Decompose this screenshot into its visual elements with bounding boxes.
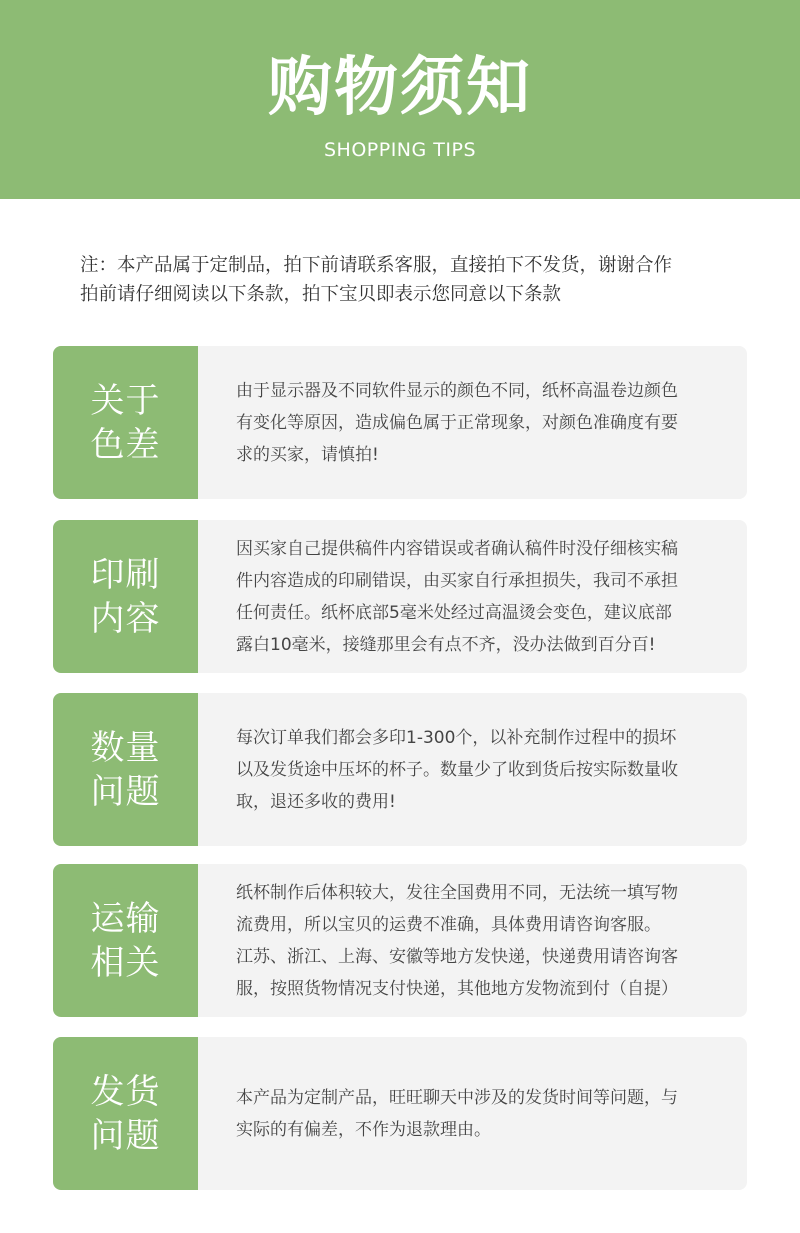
card-text-line: 服，按照货物情况支付快递，其他地方发物流到付（自提） (236, 978, 678, 999)
card-delivery (53, 1037, 747, 1190)
card-label (53, 693, 198, 846)
card-label (53, 346, 198, 499)
card-text (236, 346, 716, 499)
card-text-line: 江苏、浙江、上海、安徽等地方发快递，快递费用请咨询客 (236, 946, 678, 967)
card-label-line: 关于 (90, 380, 161, 421)
card-text (236, 520, 716, 673)
header-banner (0, 0, 800, 199)
card-text (236, 1037, 716, 1190)
card-text-line: 流费用，所以宝贝的运费不准确，具体费用请咨询客服。 (236, 914, 661, 935)
card-text-line: 每次订单我们都会多印1-300个，以补充制作过程中的损坏 (236, 727, 677, 748)
card-label-line: 问题 (90, 1115, 161, 1156)
card-text-line: 求的买家，请慎拍! (236, 444, 379, 465)
card-text-line: 件内容造成的印刷错误，由买家自行承担损失，我司不承担 (236, 570, 678, 591)
card-text-line: 露白10毫米，接缝那里会有点不齐，没办法做到百分百! (236, 634, 656, 655)
card-print-content (53, 520, 747, 673)
card-label-line: 问题 (90, 771, 161, 812)
notice-text (80, 251, 740, 309)
card-text-line: 以及发货途中压坏的杯子。数量少了收到货后按实际数量收 (236, 759, 678, 780)
card-text-line: 因买家自己提供稿件内容错误或者确认稿件时没仔细核实稿 (236, 538, 678, 559)
card-label (53, 1037, 198, 1190)
card-label-line: 相关 (90, 942, 161, 983)
card-text-line: 本产品为定制产品，旺旺聊天中涉及的发货时间等问题，与 (236, 1087, 678, 1108)
page-title: 购物须知 (268, 51, 532, 125)
card-text (236, 864, 716, 1017)
card-label-line: 数量 (90, 727, 161, 768)
card-text-line: 纸杯制作后体积较大，发往全国费用不同，无法统一填写物 (236, 882, 678, 903)
card-label-line: 运输 (90, 898, 161, 939)
card-text-line: 由于显示器及不同软件显示的颜色不同，纸杯高温卷边颜色 (236, 380, 678, 401)
page-subtitle: SHOPPING TIPS (323, 139, 477, 161)
card-label-line: 内容 (90, 598, 161, 639)
card-text-line: 有变化等原因，造成偏色属于正常现象，对颜色准确度有要 (236, 412, 678, 433)
card-color-difference (53, 346, 747, 499)
card-text-line: 实际的有偏差，不作为退款理由。 (236, 1119, 491, 1140)
card-label (53, 864, 198, 1017)
card-text-line: 任何责任。纸杯底部5毫米处经过高温烫会变色，建议底部 (236, 602, 672, 623)
notice-line: 拍前请仔细阅读以下条款，拍下宝贝即表示您同意以下条款 (80, 284, 562, 305)
card-label-line: 色差 (90, 424, 161, 465)
card-shipping (53, 864, 747, 1017)
card-label-line: 印刷 (90, 554, 161, 595)
notice-line: 注：本产品属于定制品，拍下前请联系客服，直接拍下不发货，谢谢合作 (80, 255, 673, 276)
card-text (236, 693, 716, 846)
card-label (53, 520, 198, 673)
card-quantity (53, 693, 747, 846)
card-label-line: 发货 (90, 1071, 161, 1112)
card-text-line: 取，退还多收的费用! (236, 791, 396, 812)
